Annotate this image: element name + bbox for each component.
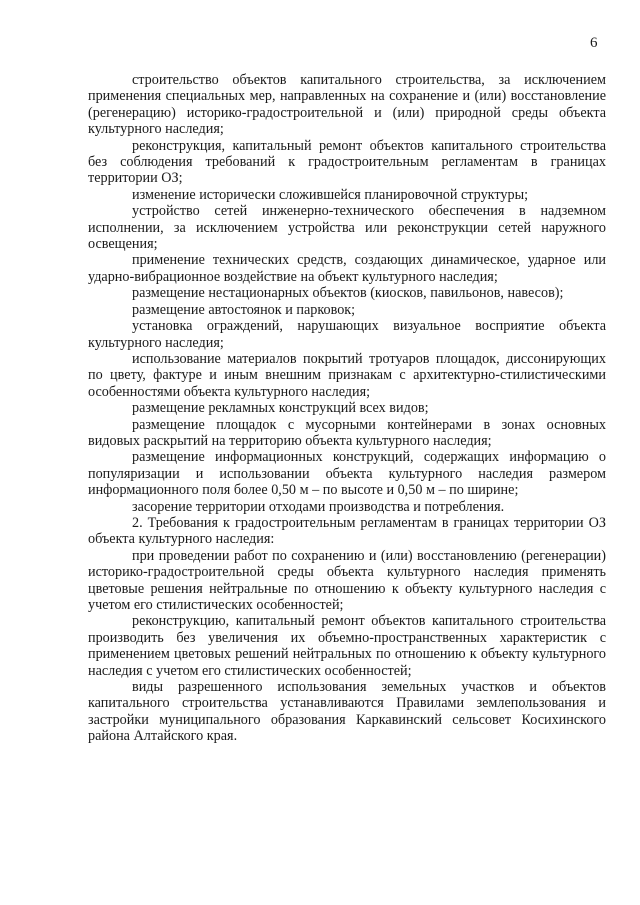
paragraph: строительство объектов капитального строительства, за исключением применения специальных мер, направленных на сохранение и (или) восстановление (регенерацию) историко-градостроительной и (или) природной среды объекта культурного наследия; [88,72,606,138]
paragraph: размещение информационных конструкций, содержащих информацию о популяризации и использовании объекта культурного наследия размером информационного поля более 0,50 м – по высоте и 0,50 м – по ширине; [88,449,606,499]
paragraph: засорение территории отходами производства и потребления. [132,498,505,515]
paragraph: реконструкцию, капитальный ремонт объектов капитального строительства производить без увеличения их объемно-пространственных характеристик с применением цветовых решений нейтральных по отношению к объекту культурного наследия с учетом его стилистических особенностей; [88,613,606,679]
section-heading: 2. Требования к градостроительным регламентам в границах территории ОЗ объекта культурного наследия: [88,514,606,548]
paragraph: изменение исторически сложившейся планировочной структуры; [132,186,529,203]
paragraph: виды разрешенного использования земельных участков и объектов капитального строительства устанавливаются Правилами землепользования и застройки муниципального образования Каркавинский сельсовет Косихинского района Алтайского края. [88,679,606,745]
paragraph: применение технических средств, создающих динамическое, ударное или ударно-вибрационное воздействие на объект культурного наследия; [88,252,606,285]
paragraph: реконструкция, капитальный ремонт объектов капитального строительства без соблюдения требований к градостроительным регламентам в границах территории ОЗ; [88,137,606,187]
paragraph: устройство сетей инженерно-технического обеспечения в надземном исполнении, за исключением устройства или реконструкции сетей наружного освещения; [88,203,606,253]
paragraph: размещение нестационарных объектов (киосков, павильонов, навесов); [132,285,564,302]
paragraph: размещение рекламных конструкций всех видов; [132,400,429,417]
paragraph: при проведении работ по сохранению и (или) восстановлению (регенерации) историко-градостроительной среды объекта культурного наследия применять цветовые решения нейтральные по отношению к объекту культурного наследия с учетом его стилистических особенностей; [88,547,606,613]
paragraph: размещение автостоянок и парковок; [132,301,356,318]
paragraph: установка ограждений, нарушающих визуальное восприятие объекта культурного наследия; [88,318,606,351]
paragraph: размещение площадок с мусорными контейнерами в зонах основных видовых раскрытий на территорию объекта культурного наследия; [88,416,606,449]
page-number: 6 [590,35,598,51]
paragraph: использование материалов покрытий тротуаров площадок, диссонирующих по цвету, фактуре и иным внешним признакам с архитектурно-стилистическими особенностями объекта культурного наследия; [88,350,606,400]
document-body [88,72,606,745]
